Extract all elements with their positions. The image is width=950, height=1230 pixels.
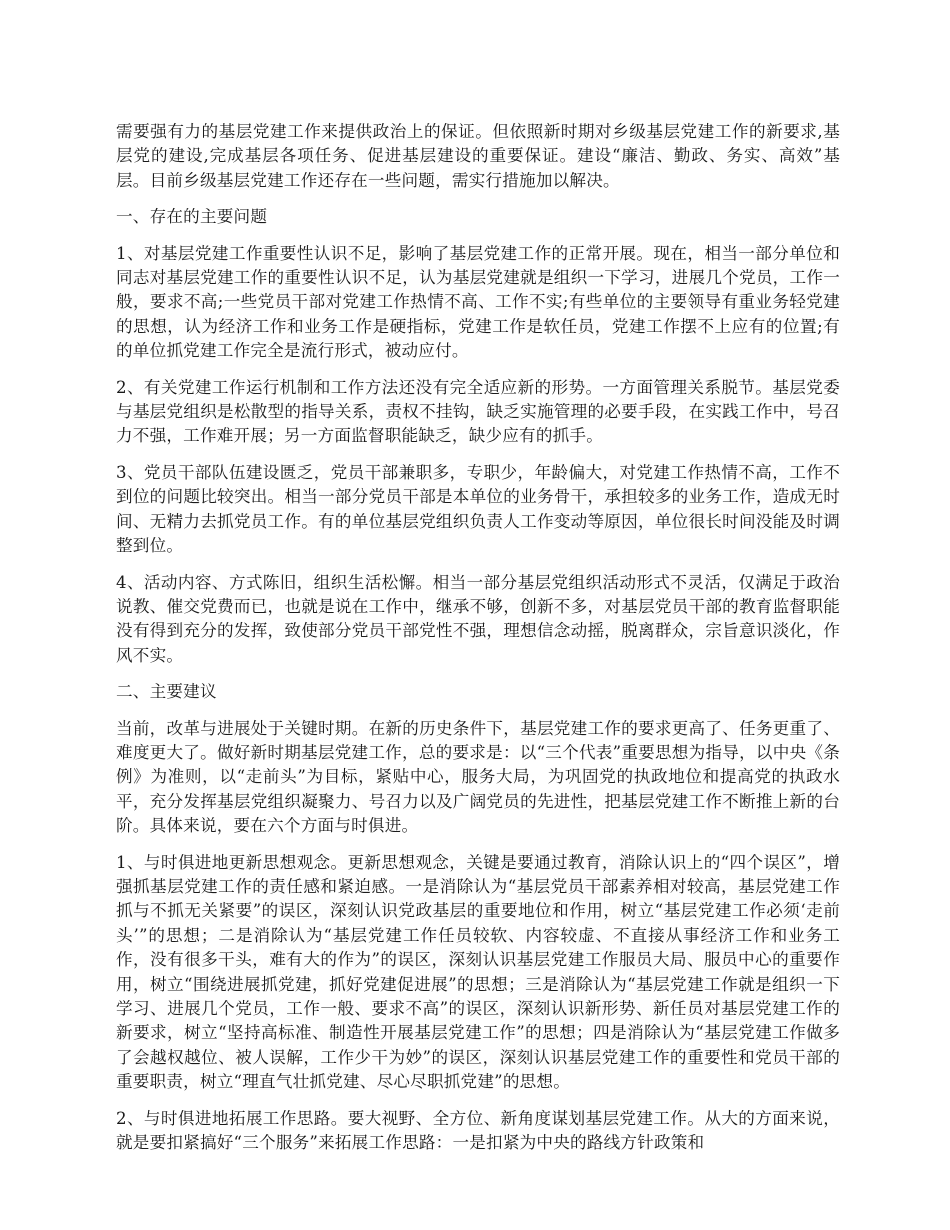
paragraph-suggestion-1: 1、与时俱进地更新思想观念。更新思想观念，关键是要通过教育，消除认识上的“四个误区”，增强抓基层党建工作的责任感和紧迫感。一是消除认为“基层党员干部素养相对较高，基层党建工作抓与不抓无关紧要”的误区，深刻认识党政基层的重要地位和作用，树立“基层党建工作必须‘走前头’”的思想；二是消除认为“基层党建工作任员较软、内容较虚、不直接从事经济工作和业务工作，没有很多干头，难有大的作为”的误区，深刻认识基层党建工作服员大局、服员中心的重要作用，树立“围绕进展抓党建，抓好党建促进展”的思想；三是消除认为“基层党建工作就是组织一下学习、进展几个党员，工作一般、要求不高”的误区，深刻认识新形势、新任员对基层党建工作的新要求，树立“坚持高标准、制造性开展基层党建工作”的思想；四是消除认为“基层党建工作做多了会越权越位、被人误解，工作少干为妙”的误区，深刻认识基层党建工作的重要性和党员干部的重要职责，树立“理直气壮抓党建、尽心尽职抓党建”的思想。 bbox=[116, 852, 840, 1092]
paragraph-suggestion-2: 2、与时俱进地拓展工作思路。要大视野、全方位、新角度谋划基层党建工作。从大的方面来说，就是要扣紧搞好“三个服务”来拓展工作思路：一是扣紧为中央的路线方针政策和 bbox=[116, 1108, 840, 1153]
document-page bbox=[116, 120, 840, 1167]
paragraph-problem-4: 4、活动内容、方式陈旧，组织生活松懈。相当一部分基层党组织活动形式不灵活，仅满足于政治说教、催交党费而已，也就是说在工作中，继承不够，创新不多，对基层党员干部的教育监督职能没有得到充分的发挥，致使部分党员干部党性不强，理想信念动摇，脱离群众，宗旨意识淡化，作风不实。 bbox=[116, 572, 840, 665]
paragraph-suggestion-intro: 当前，改革与进展处于关键时期。在新的历史条件下，基层党建工作的要求更高了、任务更重了、难度更大了。做好新时期基层党建工作，总的要求是：以“三个代表”重要思想为指导，以中央《条例》为准则，以“走前头”为目标，紧贴中心，服务大局，为巩固党的执政地位和提高党的执政水平，充分发挥基层党组织凝聚力、号召力以及广阔党员的先进性，把基层党建工作不断推上新的台阶。具体来说，要在六个方面与时俱进。 bbox=[116, 718, 840, 836]
paragraph-problem-3: 3、党员干部队伍建设匮乏，党员干部兼职多，专职少，年龄偏大，对党建工作热情不高，工作不到位的问题比较突出。相当一部分党员干部是本单位的业务骨干，承担较多的业务工作，造成无时间、无精力去抓党员工作。有的单位基层党组织负责人工作变动等原因，单位很长时间没能及时调整到位。 bbox=[116, 462, 840, 556]
paragraph-intro: 需要强有力的基层党建工作来提供政治上的保证。但依照新时期对乡级基层党建工作的新要求,基层党的建设,完成基层各项任务、促进基层建设的重要保证。建设“廉洁、勤政、务实、高效”基层。目前乡级基层党建工作还存在一些问题，需实行措施加以解决。 bbox=[116, 122, 840, 190]
section-heading-problems: 一、存在的主要问题 bbox=[116, 207, 268, 227]
paragraph-problem-1: 1、对基层党建工作重要性认识不足，影响了基层党建工作的正常开展。现在，相当一部分单位和同志对基层党建工作的重要性认识不足，认为基层党建就是组织一下学习，进展几个党员，工作一般，要求不高;一些党员干部对党建工作热情不高、工作不实;有些单位的主要领导有重业务轻党建的思想，认为经济工作和业务工作是硬指标，党建工作是软任员，党建工作摆不上应有的位置;有的单位抓党建工作完全是流行形式，被动应付。 bbox=[116, 243, 840, 361]
section-heading-suggestions: 二、主要建议 bbox=[116, 682, 217, 702]
paragraph-problem-2: 2、有关党建工作运行机制和工作方法还没有完全适应新的形势。一方面管理关系脱节。基层党委与基层党组织是松散型的指导关系，责权不挂钩，缺乏实施管理的必要手段，在实践工作中，号召力不强，工作难开展；另一方面监督职能缺乏，缺少应有的抓手。 bbox=[116, 377, 840, 446]
